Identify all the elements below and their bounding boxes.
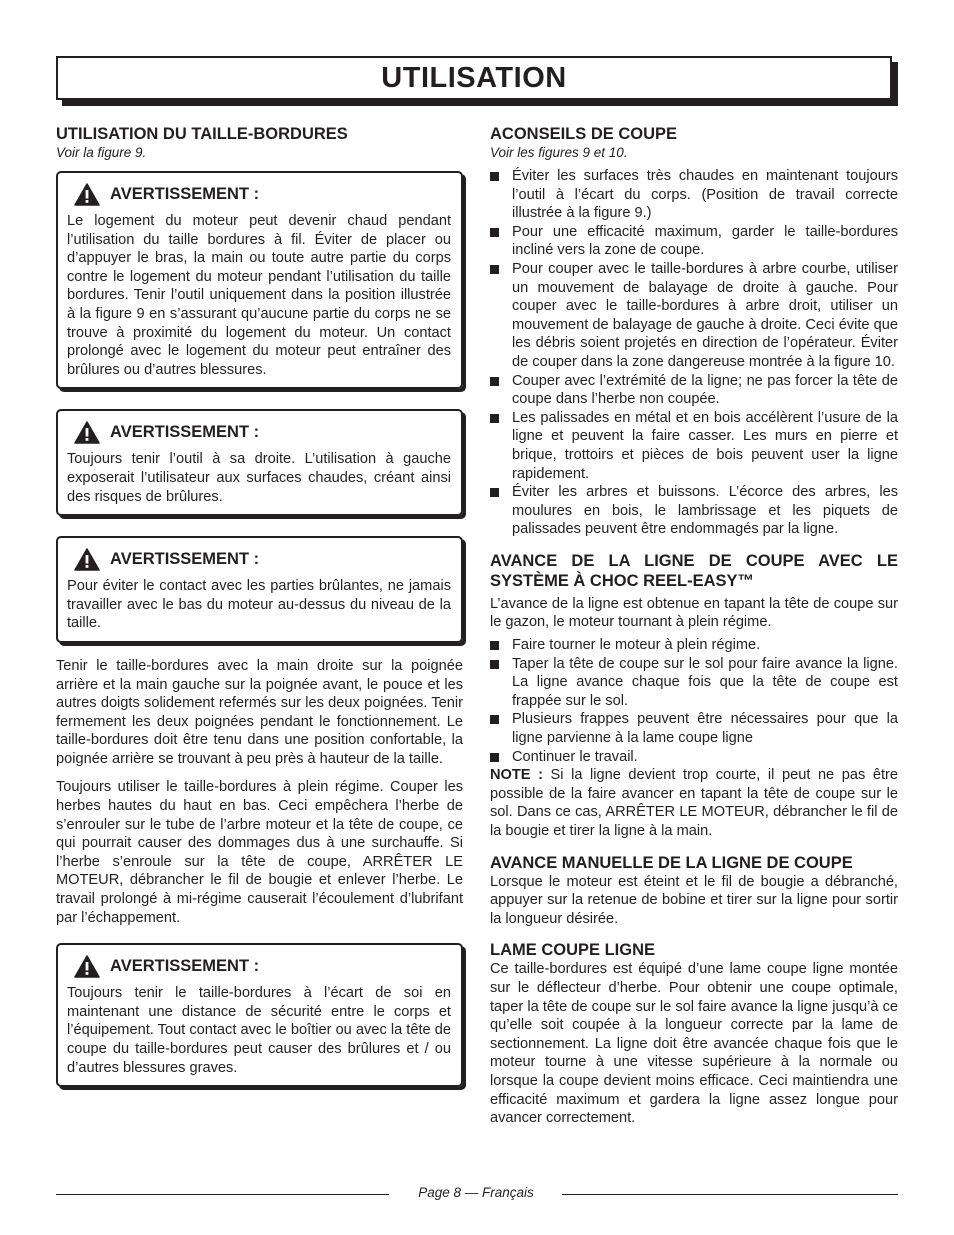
section-text: Ce taille-bordures est équipé d’une lame coupe ligne montée sur le déflecteur d’herbe. Pour obtenir une coupe optimale, taper la tête de coupe sur le sol faire avance la ligne jusqu’à ce qu’elle soit coupée à la longueur correcte par la lame de sectionnement. La ligne doit être avancée chaque fois que le moteur tourne à une vitesse supérieure à la normale ou lorsque la coupe devient moins efficace. Ceci maintiendra une efficacité maximum et gardera la ligne assez longue pour avancer correctement. xyxy=(490,961,898,1127)
list-item: Éviter les arbres et buissons. L’écorce des arbres, les moulures en bois, le lambrissage et les piquets de palissades peuvent être endommagés par la ligne. xyxy=(490,483,898,539)
list-item: Pour une efficacité maximum, garder le taille-bordures incliné vers la zone de coupe. xyxy=(490,223,898,260)
bullet-square-icon xyxy=(490,641,499,650)
body-paragraph: Toujours utiliser le taille-bordures à plein régime. Couper les herbes hautes du haut en bas. Ceci empêchera l’herbe de s’enrouler sur le tube de l’arbre moteur et la tête de coupe, ce qui pourrait causer des dommages dus à une surchauffe. Si l’herbe s’enroule sur la tête de coupe, ARRÊTER LE MOTEUR, débrancher le fil de bougie et enlever l’herbe. Le travail prolongé à mi-régime causerait l’écoulement d’lubrifant par l’échappement. xyxy=(56,779,463,926)
bullet-square-icon xyxy=(490,228,499,237)
list-item: Les palissades en métal et en bois accélèrent l’usure de la ligne et peuvent la faire casser. Les murs en pierre et brique, trottoirs et pièces de bois peuvent user la ligne rapidement. xyxy=(490,409,898,483)
list-item: Taper la tête de coupe sur le sol pour faire avance la ligne. La ligne avance chaque fois que la tête de coupe est frappée sur le sol. xyxy=(490,655,898,711)
right-column xyxy=(490,124,898,1128)
warning-triangle-icon xyxy=(74,183,100,206)
left-column xyxy=(56,124,463,1107)
section-title-utilisation: UTILISATION DU TAILLE-BORDURES xyxy=(56,125,348,143)
note-paragraph xyxy=(490,766,898,840)
note-text: Si la ligne devient trop courte, il peut ne pas être possible de la faire avancer en tapant la tête de coupe sur le sol. Dans ce cas, ARRÊTER LE MOTEUR, débrancher le fil de la bougie et tirer la ligne à la main. xyxy=(490,767,898,839)
figure-reference: Voir la figure 9. xyxy=(56,145,147,160)
warning-label: AVERTISSEMENT : xyxy=(110,185,260,203)
section-text: Lorsque le moteur est éteint et le fil de bougie a débranché, appuyer sur la retenue de bobine et tirer sur la ligne pour sortir la longueur désirée. xyxy=(490,873,898,927)
warning-header xyxy=(74,955,451,978)
list-item: Couper avec l’extrémité de la ligne; ne pas forcer la tête de coupe dans l’herbe non coupée. xyxy=(490,372,898,409)
bullet-square-icon xyxy=(490,715,499,724)
list-item: Plusieurs frappes peuvent être nécessaires pour que la ligne parvienne à la lame coupe ligne xyxy=(490,710,898,747)
bullet-square-icon xyxy=(490,172,499,181)
note-label: NOTE : xyxy=(490,767,543,784)
warning-box-4 xyxy=(56,943,463,1087)
warning-text: Toujours tenir le taille-bordures à l’écart de soi en maintenant une distance de sécurité entre le corps et l’équipement. Tout contact avec le boîtier ou avec la tête de coupe du taille-bordures peut causer des brûlures et / ou d’autres blessures graves. xyxy=(67,985,451,1076)
list-item: Pour couper avec le taille-bordures à arbre courbe, utiliser un mouvement de balayage de droite à gauche. Pour couper avec le taille-bordures à arbre droit, utiliser un mouvement de balayage de gauche à droite. Ceci évite que les débris soient projetés en direction de l’opérateur. Éviter de couper dans la zone dangereuse montrée à la figure 10. xyxy=(490,260,898,372)
section-title-avance-manuelle: AVANCE MANUELLE DE LA LIGNE DE COUPE xyxy=(490,853,853,872)
warning-header xyxy=(74,548,451,571)
warning-header xyxy=(74,183,451,206)
list-item: Éviter les surfaces très chaudes en maintenant toujours l’outil à l’écart du corps. (Position de travail correcte illustrée à la figure 9.) xyxy=(490,167,898,223)
section-intro: L’avance de la ligne est obtenue en tapant la tête de coupe sur le gazon, le moteur tournant à plein régime. xyxy=(490,595,898,631)
body-paragraph: Tenir le taille-bordures avec la main droite sur la poignée arrière et la main gauche sur la poignée avant, le pouce et les autres doigts solidement refermés sur les deux poignées. Tenir fermement les deux poignées pendant le fonctionnement. Le taille-bordures doit être tenu dans une position confortable, la poignée arrière se trouvant à peu près à hauteur de la taille. xyxy=(56,657,463,767)
figure-reference: Voir les figures 9 et 10. xyxy=(490,145,628,160)
warning-box-1 xyxy=(56,171,463,389)
warning-label: AVERTISSEMENT : xyxy=(110,550,260,569)
warning-text: Le logement du moteur peut devenir chaud pendant l’utilisation du taille bordures à fil. Éviter de placer ou d’appuyer le bras, la main ou toute autre partie du corps contre le logement du moteur pendant l’utilisation du taille bordures. Tenir l’outil uniquement dans la position illustrée à la figure 9 en s’assurant qu’aucune partie du corps ne se trouve à proximité du logement du moteur. Un contact prolongé avec le logement du moteur peut entraîner des brûlures ou d’autres blessures. xyxy=(67,213,451,378)
bullet-square-icon xyxy=(490,414,499,423)
warning-text: Toujours tenir l’outil à sa droite. L’utilisation à gauche exposerait l’utilisateur aux surfaces chaudes, créant ainsi des risques de brûlures. xyxy=(67,451,451,505)
warning-triangle-icon xyxy=(74,955,100,978)
bullet-square-icon xyxy=(490,265,499,274)
bullet-square-icon xyxy=(490,377,499,386)
page-title: UTILISATION xyxy=(381,61,567,94)
bullet-list-conseils xyxy=(490,167,898,539)
warning-box-2 xyxy=(56,409,463,516)
footer-rule-left xyxy=(56,1194,389,1195)
section-title-lame: LAME COUPE LIGNE xyxy=(490,941,656,960)
bullet-list-avance xyxy=(490,636,898,766)
warning-box-3 xyxy=(56,536,463,643)
page-footer xyxy=(56,1184,898,1204)
bullet-square-icon xyxy=(490,660,499,669)
section-title-avance-ligne: AVANCE DE LA LIGNE DE COUPE AVEC LE SYSTÈME À CHOC REEL-EASY™ xyxy=(490,551,898,590)
bullet-square-icon xyxy=(490,753,499,762)
list-item: Continuer le travail. xyxy=(490,748,898,767)
footer-rule-right xyxy=(562,1194,898,1195)
warning-triangle-icon xyxy=(74,548,100,571)
list-item: Faire tourner le moteur à plein régime. xyxy=(490,636,898,655)
warning-triangle-icon xyxy=(74,421,100,444)
warning-header xyxy=(74,421,451,444)
warning-label: AVERTISSEMENT : xyxy=(110,957,260,976)
page-number: Page 8 — Français xyxy=(418,1185,534,1200)
warning-text: Pour éviter le contact avec les parties brûlantes, ne jamais travailler avec le bas du moteur au-dessus du niveau de la taille. xyxy=(67,578,451,632)
section-title-conseils: ACONSEILS DE COUPE xyxy=(490,125,678,143)
page-title-bar xyxy=(56,56,892,100)
warning-label: AVERTISSEMENT : xyxy=(110,423,260,442)
bullet-square-icon xyxy=(490,488,499,497)
